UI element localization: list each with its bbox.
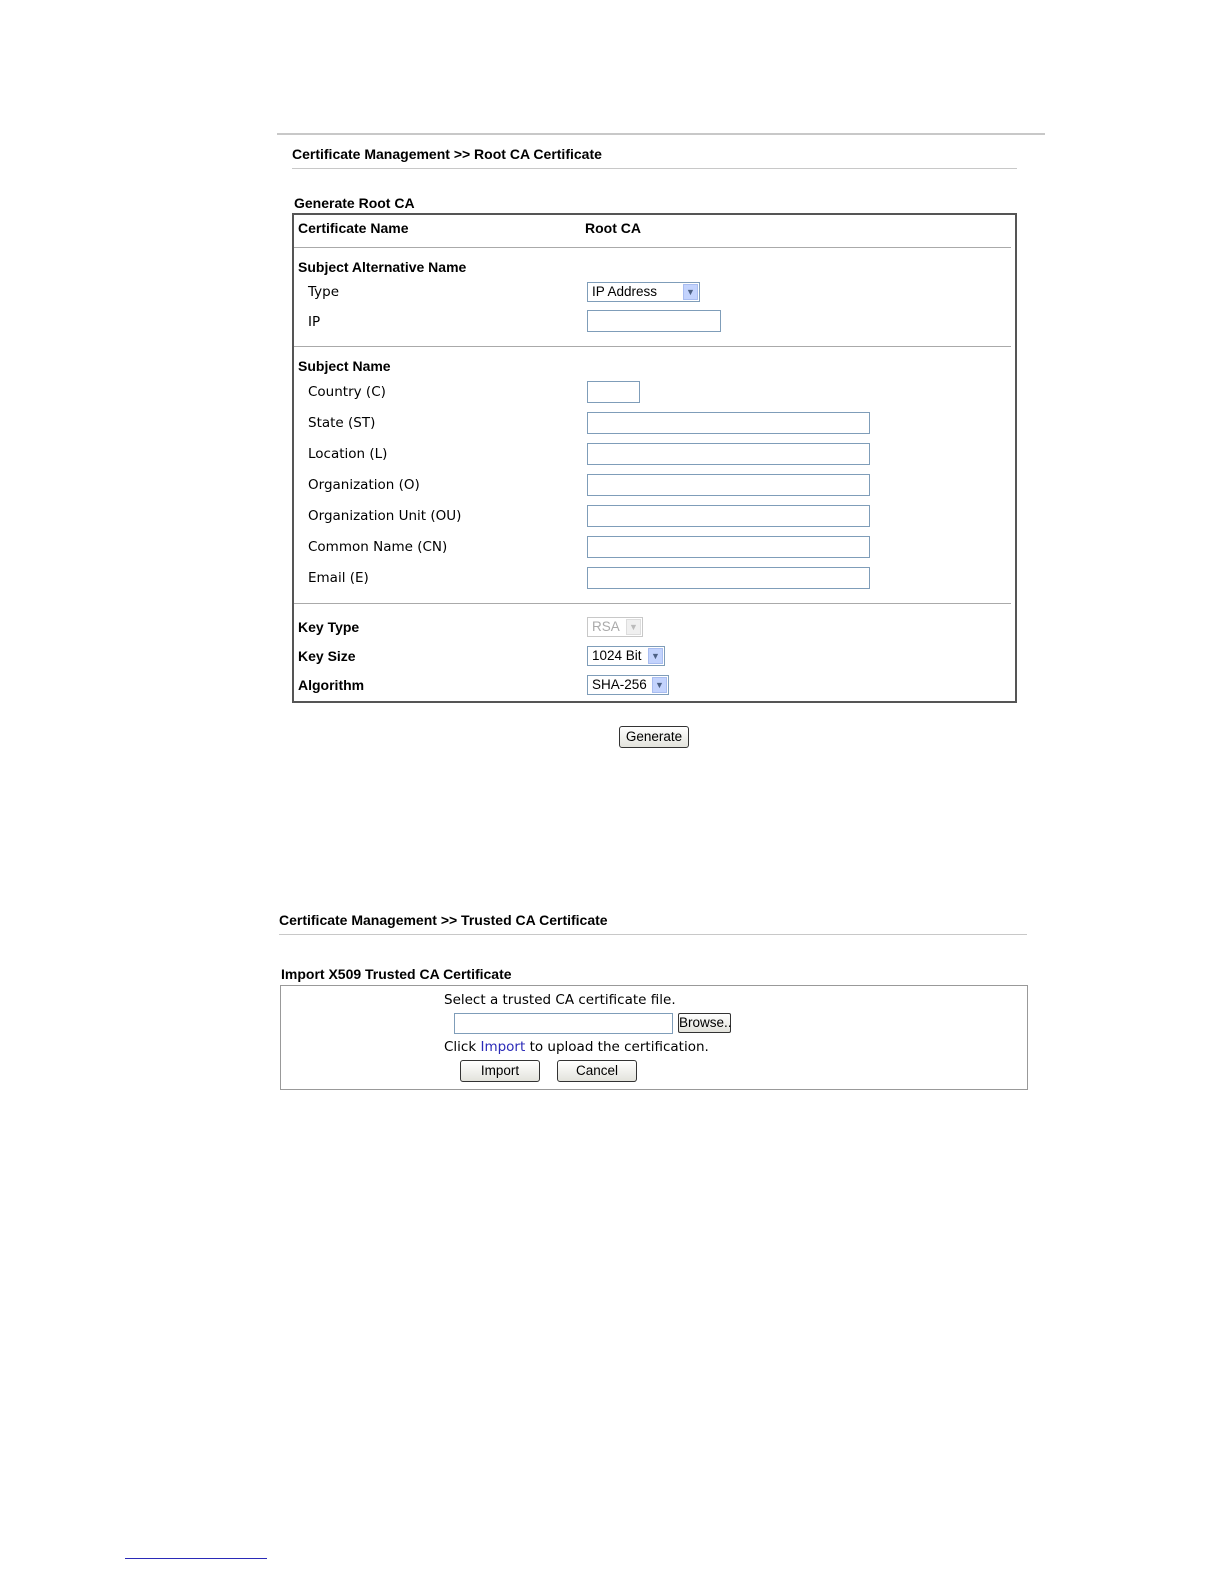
- hint-suffix: to upload the certification.: [525, 1039, 709, 1055]
- key-type-select: [587, 617, 643, 637]
- chevron-down-icon: ▼: [648, 648, 663, 664]
- instruction-text: Select a trusted CA certificate file.: [444, 992, 676, 1008]
- email-input[interactable]: [587, 567, 870, 589]
- section-separator: [294, 247, 1011, 248]
- san-heading: Subject Alternative Name: [298, 259, 467, 275]
- organization-unit-label: Organization Unit (OU): [308, 508, 462, 524]
- location-input[interactable]: [587, 443, 870, 465]
- email-label: Email (E): [308, 570, 369, 586]
- certificate-name-label: Certificate Name: [298, 220, 409, 236]
- section-separator: [294, 346, 1011, 347]
- import-link[interactable]: Import: [480, 1039, 526, 1055]
- common-name-input[interactable]: [587, 536, 870, 558]
- chevron-down-icon: ▼: [652, 677, 667, 693]
- key-type-value: RSA: [592, 619, 620, 634]
- algorithm-label: Algorithm: [298, 677, 365, 693]
- organization-label: Organization (O): [308, 477, 420, 493]
- organization-unit-input[interactable]: [587, 505, 870, 527]
- top-divider: [277, 133, 1045, 135]
- country-input[interactable]: [587, 381, 640, 403]
- organization-input[interactable]: [587, 474, 870, 496]
- type-select[interactable]: [587, 282, 700, 302]
- location-label: Location (L): [308, 446, 388, 462]
- import-x509-title: Import X509 Trusted CA Certificate: [281, 966, 512, 982]
- chevron-down-icon: ▼: [683, 284, 698, 300]
- subject-name-heading: Subject Name: [298, 358, 391, 374]
- footnote-rule: [125, 1558, 267, 1559]
- root-ca-breadcrumb: Certificate Management >> Root CA Certificate: [292, 146, 602, 162]
- type-label: Type: [308, 284, 340, 300]
- breadcrumb-divider: [292, 168, 1017, 169]
- ip-input[interactable]: [587, 310, 721, 332]
- algorithm-value: SHA-256: [592, 677, 647, 692]
- key-size-label: Key Size: [298, 648, 356, 664]
- chevron-down-icon: ▼: [626, 619, 641, 635]
- generate-root-ca-title: Generate Root CA: [294, 195, 415, 211]
- key-size-value: 1024 Bit: [592, 648, 642, 663]
- trusted-ca-breadcrumb: Certificate Management >> Trusted CA Certificate: [279, 912, 608, 928]
- type-select-value: IP Address: [592, 284, 658, 299]
- ip-label: IP: [308, 314, 321, 330]
- algorithm-select[interactable]: [587, 675, 669, 695]
- browse-button[interactable]: Browse..: [678, 1013, 731, 1033]
- key-type-label: Key Type: [298, 619, 360, 635]
- import-hint: [444, 1039, 709, 1055]
- state-input[interactable]: [587, 412, 870, 434]
- import-button[interactable]: Import: [460, 1060, 540, 1082]
- hint-prefix: Click: [444, 1039, 481, 1055]
- generate-button[interactable]: Generate: [619, 726, 689, 748]
- breadcrumb-divider: [279, 934, 1027, 935]
- common-name-label: Common Name (CN): [308, 539, 448, 555]
- section-separator: [294, 603, 1011, 604]
- file-path-input[interactable]: [454, 1013, 673, 1034]
- key-size-select[interactable]: [587, 646, 665, 666]
- state-label: State (ST): [308, 415, 376, 431]
- cancel-button[interactable]: Cancel: [557, 1060, 637, 1082]
- country-label: Country (C): [308, 384, 386, 400]
- certificate-name-value: Root CA: [585, 220, 641, 236]
